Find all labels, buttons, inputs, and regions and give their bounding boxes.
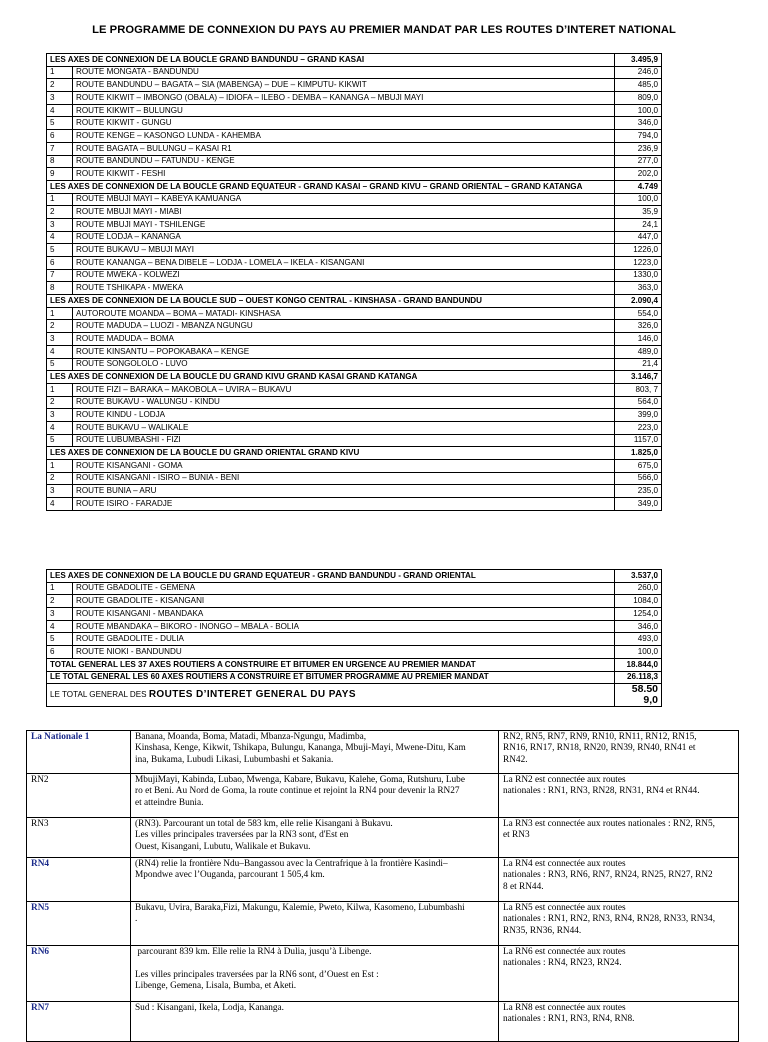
table-row bbox=[47, 345, 662, 358]
route-length: 277,0 bbox=[615, 155, 662, 168]
section-header-row bbox=[47, 295, 662, 308]
road-name: RN2 bbox=[27, 774, 131, 818]
route-length: 675,0 bbox=[615, 460, 662, 473]
route-length: 326,0 bbox=[615, 320, 662, 333]
route-length: 100,0 bbox=[615, 646, 662, 659]
grand-total-prefix: LE TOTAL GENERAL DES bbox=[50, 690, 149, 700]
route-name: ROUTE NIOKI - BANDUNDU bbox=[73, 646, 615, 659]
route-name: ROUTE KINDU - LODJA bbox=[73, 409, 615, 422]
route-length: 1254,0 bbox=[615, 608, 662, 621]
table-row bbox=[47, 282, 662, 295]
section-total: 2.090,4 bbox=[615, 295, 662, 308]
table-row bbox=[47, 307, 662, 320]
road-description-text: Banana, Moanda, Boma, Matadi, Mbanza-Ngungu, Madimba, Kinshasa, Kenge, Kikwit, Tshikapa, Bulungu, Kananga, Mbuji-Mayi, Mwene-Ditu, Kam ina, Bukama, Lubudi Likasi, Lubumbashi et Sakania. bbox=[135, 732, 466, 765]
row-number: 1 bbox=[47, 307, 73, 320]
route-length: 346,0 bbox=[615, 117, 662, 130]
table-row bbox=[47, 333, 662, 346]
total-row bbox=[47, 658, 662, 671]
table-row bbox=[47, 485, 662, 498]
row-number: 1 bbox=[47, 383, 73, 396]
route-name: ROUTE KINSANTU – POPOKABAKA – KENGE bbox=[73, 345, 615, 358]
total-label: TOTAL GENERAL LES 37 AXES ROUTIERS A CONSTRUIRE ET BITUMER EN URGENCE AU PREMIER MANDAT bbox=[47, 658, 615, 671]
national-road-row bbox=[27, 857, 739, 901]
table-row bbox=[47, 620, 662, 633]
national-roads-table bbox=[26, 730, 739, 1042]
row-number: 5 bbox=[47, 117, 73, 130]
route-length: 399,0 bbox=[615, 409, 662, 422]
route-name: AUTOROUTE MOANDA – BOMA – MATADI- KINSHASA bbox=[73, 307, 615, 320]
national-road-row bbox=[27, 818, 739, 858]
table-row bbox=[47, 383, 662, 396]
road-connections-text: La RN6 est connectée aux routes nationales : RN4, RN23, RN24. bbox=[503, 946, 626, 969]
route-length: 35,9 bbox=[615, 206, 662, 219]
row-number: 6 bbox=[47, 257, 73, 270]
row-number: 1 bbox=[47, 193, 73, 206]
route-length: 566,0 bbox=[615, 472, 662, 485]
route-length: 803, 7 bbox=[615, 383, 662, 396]
route-length: 554,0 bbox=[615, 307, 662, 320]
route-name: ROUTE MBUJI MAYI - MIABI bbox=[73, 206, 615, 219]
route-name: ROUTE ISIRO - FARADJE bbox=[73, 498, 615, 511]
section-header: LES AXES DE CONNEXION DE LA BOUCLE DU GRAND ORIENTAL GRAND KIVU bbox=[47, 447, 615, 460]
table-row bbox=[47, 460, 662, 473]
total-value: 26.118,3 bbox=[615, 671, 662, 684]
route-length: 447,0 bbox=[615, 231, 662, 244]
table-row bbox=[47, 155, 662, 168]
total-label: LE TOTAL GENERAL LES 60 AXES ROUTIERS A CONSTRUIRE ET BITUMER PROGRAMME AU PREMIER MANDAT bbox=[47, 671, 615, 684]
route-name: ROUTE GBADOLITE - GEMENA bbox=[73, 582, 615, 595]
route-length: 100,0 bbox=[615, 104, 662, 117]
row-number: 3 bbox=[47, 92, 73, 105]
table-row bbox=[47, 231, 662, 244]
route-name: ROUTE BUNIA – ARU bbox=[73, 485, 615, 498]
section-header-row bbox=[47, 180, 662, 193]
route-name: ROUTE MADUDA – LUOZI - MBANZA NGUNGU bbox=[73, 320, 615, 333]
road-description-text: (RN3). Parcourant un total de 583 km, elle relie Kisangani à Bukavu. Les villes principales traversées par la RN3 sont, d'Est en Ouest, Kisangani, Lubutu, Walikale et Bukavu. bbox=[135, 819, 393, 852]
axes-table-2 bbox=[46, 569, 662, 707]
table-row bbox=[47, 168, 662, 181]
route-name: ROUTE LODJA – KANANGA bbox=[73, 231, 615, 244]
road-name: RN6 bbox=[27, 945, 131, 1001]
total-value: 18.844,0 bbox=[615, 658, 662, 671]
national-road-row bbox=[27, 731, 739, 774]
row-number: 3 bbox=[47, 409, 73, 422]
table-row bbox=[47, 608, 662, 621]
road-connections-text: La RN3 est connectée aux routes nationales : RN2, RN5, et RN3 bbox=[503, 819, 715, 841]
grand-total-value-line1: 58.50 bbox=[631, 683, 659, 696]
row-number: 7 bbox=[47, 142, 73, 155]
table-row bbox=[47, 130, 662, 143]
route-name: ROUTE KIKWIT – IMBONGO (OBALA) – IDIOFA – ILEBO - DEMBA – KANANGA – MBUJI MAYI bbox=[73, 92, 615, 105]
road-name: RN4 bbox=[27, 857, 131, 901]
route-name: ROUTE BAGATA – BULUNGU – KASAI R1 bbox=[73, 142, 615, 155]
table-row bbox=[47, 244, 662, 257]
route-name: ROUTE FIZI – BARAKA – MAKOBOLA – UVIRA – BUKAVU bbox=[73, 383, 615, 396]
road-description bbox=[131, 731, 499, 774]
section-total: 1.825,0 bbox=[615, 447, 662, 460]
route-length: 1084,0 bbox=[615, 595, 662, 608]
row-number: 1 bbox=[47, 460, 73, 473]
national-road-row bbox=[27, 774, 739, 818]
route-length: 235,0 bbox=[615, 485, 662, 498]
row-number: 3 bbox=[47, 485, 73, 498]
section-header-row bbox=[47, 447, 662, 460]
table-row bbox=[47, 320, 662, 333]
row-number: 2 bbox=[47, 472, 73, 485]
table-row bbox=[47, 206, 662, 219]
table-row bbox=[47, 396, 662, 409]
row-number: 3 bbox=[47, 333, 73, 346]
route-name: ROUTE MBANDAKA – BIKORO - INONGO – MBALA - BOLIA bbox=[73, 620, 615, 633]
route-length: 24,1 bbox=[615, 218, 662, 231]
road-connections bbox=[499, 857, 739, 901]
table-row bbox=[47, 472, 662, 485]
route-length: 202,0 bbox=[615, 168, 662, 181]
row-number: 5 bbox=[47, 434, 73, 447]
route-name: ROUTE BUKAVU – MBUJI MAYI bbox=[73, 244, 615, 257]
row-number: 2 bbox=[47, 595, 73, 608]
road-connections bbox=[499, 945, 739, 1001]
route-name: ROUTE LUBUMBASHI - FIZI bbox=[73, 434, 615, 447]
route-name: ROUTE KIKWIT - GUNGU bbox=[73, 117, 615, 130]
route-length: 1226,0 bbox=[615, 244, 662, 257]
road-connections bbox=[499, 731, 739, 774]
road-description bbox=[131, 901, 499, 945]
road-description-text: Sud : Kisangani, Ikela, Lodja, Kananga. bbox=[135, 1002, 284, 1013]
road-description bbox=[131, 857, 499, 901]
section-total: 3.495,9 bbox=[615, 54, 662, 67]
road-name: RN3 bbox=[27, 818, 131, 858]
table-row bbox=[47, 79, 662, 92]
road-connections-text: La RN5 est connectée aux routes nationales : RN1, RN2, RN3, RN4, RN28, RN33, RN34, RN35, RN36, RN44. bbox=[503, 902, 716, 936]
table-row bbox=[47, 421, 662, 434]
table-row bbox=[47, 646, 662, 659]
row-number: 2 bbox=[47, 79, 73, 92]
route-name: ROUTE BANDUNDU – FATUNDU - KENGE bbox=[73, 155, 615, 168]
road-connections bbox=[499, 1001, 739, 1041]
route-name: ROUTE MONGATA - BANDUNDU bbox=[73, 66, 615, 79]
row-number: 6 bbox=[47, 646, 73, 659]
row-number: 2 bbox=[47, 320, 73, 333]
road-connections-text: RN2, RN5, RN7, RN9, RN10, RN11, RN12, RN15, RN16, RN17, RN18, RN20, RN39, RN40, RN41 et RN42. bbox=[503, 732, 697, 765]
road-description bbox=[131, 774, 499, 818]
road-connections bbox=[499, 774, 739, 818]
row-number: 5 bbox=[47, 244, 73, 257]
table-row bbox=[47, 434, 662, 447]
road-connections bbox=[499, 901, 739, 945]
table-row bbox=[47, 117, 662, 130]
route-length: 1223,0 bbox=[615, 257, 662, 270]
national-road-row bbox=[27, 901, 739, 945]
table-row bbox=[47, 595, 662, 608]
table-row bbox=[47, 92, 662, 105]
grand-total-row bbox=[47, 684, 662, 707]
route-length: 100,0 bbox=[615, 193, 662, 206]
route-length: 21,4 bbox=[615, 358, 662, 371]
route-name: ROUTE BUKAVU – WALIKALE bbox=[73, 421, 615, 434]
table-row bbox=[47, 498, 662, 511]
road-description-text: Bukavu, Uvira, Baraka,Fizi, Makungu, Kalemie, Pweto, Kilwa, Kasomeno, Lubumbashi . bbox=[135, 902, 465, 925]
table-row bbox=[47, 104, 662, 117]
route-length: 485,0 bbox=[615, 79, 662, 92]
route-name: ROUTE GBADOLITE - DULIA bbox=[73, 633, 615, 646]
table-row bbox=[47, 193, 662, 206]
section-header: LES AXES DE CONNEXION DE LA BOUCLE SUD – OUEST KONGO CENTRAL - KINSHASA - GRAND BANDUNDU bbox=[47, 295, 615, 308]
row-number: 9 bbox=[47, 168, 73, 181]
section-header: LES AXES DE CONNEXION DE LA BOUCLE DU GRAND KIVU GRAND KASAI GRAND KATANGA bbox=[47, 371, 615, 384]
row-number: 8 bbox=[47, 155, 73, 168]
section-header: LES AXES DE CONNEXION DE LA BOUCLE DU GRAND EQUATEUR - GRAND BANDUNDU - GRAND ORIENTAL bbox=[47, 570, 615, 583]
row-number: 6 bbox=[47, 130, 73, 143]
route-length: 246,0 bbox=[615, 66, 662, 79]
row-number: 4 bbox=[47, 345, 73, 358]
row-number: 2 bbox=[47, 396, 73, 409]
grand-total-emphasis: ROUTES D’INTERET GENERAL DU PAYS bbox=[148, 689, 356, 701]
section-header-row bbox=[47, 570, 662, 583]
route-length: 489,0 bbox=[615, 345, 662, 358]
route-name: ROUTE TSHIKAPA - MWEKA bbox=[73, 282, 615, 295]
route-length: 1330,0 bbox=[615, 269, 662, 282]
road-connections-text: La RN8 est connectée aux routes nationales : RN1, RN3, RN4, RN8. bbox=[503, 1002, 635, 1025]
section-header-row bbox=[47, 54, 662, 67]
grand-total-value bbox=[615, 684, 662, 707]
table-row bbox=[47, 409, 662, 422]
row-number: 4 bbox=[47, 231, 73, 244]
route-name: ROUTE MADUDA – BOMA bbox=[73, 333, 615, 346]
table-row bbox=[47, 582, 662, 595]
row-number: 3 bbox=[47, 608, 73, 621]
route-length: 363,0 bbox=[615, 282, 662, 295]
row-number: 4 bbox=[47, 498, 73, 511]
table-row bbox=[47, 66, 662, 79]
route-length: 260,0 bbox=[615, 582, 662, 595]
table-row bbox=[47, 633, 662, 646]
section-header: LES AXES DE CONNEXION DE LA BOUCLE GRAND EQUATEUR - GRAND KASAI – GRAND KIVU – GRAND ORIENTAL – GRAND KATANGA bbox=[47, 180, 615, 193]
route-length: 236,9 bbox=[615, 142, 662, 155]
road-description-text: MbujiMayi, Kabinda, Lubao, Mwenga, Kabare, Bukavu, Kalehe, Goma, Rutshuru, Lube ro et Beni. Au Nord de Goma, la route continue et rejoint la RN4 pour devenir la RN27 et atteindre Bunia. bbox=[135, 775, 465, 808]
road-name: La Nationale 1 bbox=[27, 731, 131, 774]
route-length: 564,0 bbox=[615, 396, 662, 409]
row-number: 8 bbox=[47, 282, 73, 295]
route-name: ROUTE SONGOLOLO - LUVO bbox=[73, 358, 615, 371]
road-connections-text: La RN2 est connectée aux routes nationales : RN1, RN3, RN28, RN31, RN4 et RN44. bbox=[503, 775, 700, 797]
table-row bbox=[47, 269, 662, 282]
table-row bbox=[47, 257, 662, 270]
route-name: ROUTE KANANGA – BENA DIBELE – LODJA - LOMELA – IKELA - KISANGANI bbox=[73, 257, 615, 270]
route-name: ROUTE KISANGANI - ISIRO – BUNIA - BENI bbox=[73, 472, 615, 485]
road-description bbox=[131, 1001, 499, 1041]
route-name: ROUTE KIKWIT – BULUNGU bbox=[73, 104, 615, 117]
route-name: ROUTE MBUJI MAYI – KABEYA KAMUANGA bbox=[73, 193, 615, 206]
national-road-row bbox=[27, 945, 739, 1001]
table-row bbox=[47, 218, 662, 231]
section-header-row bbox=[47, 371, 662, 384]
route-name: ROUTE BANDUNDU – BAGATA – SIA (MABENGA) – DUE – KIMPUTU- KIKWIT bbox=[73, 79, 615, 92]
road-description-text: parcourant 839 km. Elle relie la RN4 à Dulia, jusqu’à Libenge. Les villes principales traversées par la RN6 sont, d’Ouest en Est : Libenge, Gemena, Lisala, Bumba, et Aketi. bbox=[135, 946, 379, 991]
row-number: 4 bbox=[47, 104, 73, 117]
row-number: 3 bbox=[47, 218, 73, 231]
route-name: ROUTE BUKAVU - WALUNGU - KINDU bbox=[73, 396, 615, 409]
row-number: 1 bbox=[47, 582, 73, 595]
route-length: 1157,0 bbox=[615, 434, 662, 447]
section-total: 4.749 bbox=[615, 180, 662, 193]
section-total: 3.537,0 bbox=[615, 570, 662, 583]
route-length: 493,0 bbox=[615, 633, 662, 646]
route-name: ROUTE KENGE – KASONGO LUNDA - KAHEMBA bbox=[73, 130, 615, 143]
row-number: 4 bbox=[47, 421, 73, 434]
page-title: LE PROGRAMME DE CONNEXION DU PAYS AU PREMIER MANDAT PAR LES ROUTES D’INTERET NATIONAL bbox=[92, 24, 676, 36]
row-number: 4 bbox=[47, 620, 73, 633]
road-name: RN5 bbox=[27, 901, 131, 945]
row-number: 2 bbox=[47, 206, 73, 219]
route-length: 146,0 bbox=[615, 333, 662, 346]
row-number: 7 bbox=[47, 269, 73, 282]
route-name: ROUTE MBUJI MAYI - TSHILENGE bbox=[73, 218, 615, 231]
route-length: 794,0 bbox=[615, 130, 662, 143]
road-description bbox=[131, 818, 499, 858]
road-connections-text: La RN4 est connectée aux routes nationales : RN3, RN6, RN7, RN24, RN25, RN27, RN2 8 et RN44. bbox=[503, 858, 713, 892]
section-total: 3.146,7 bbox=[615, 371, 662, 384]
route-length: 809,0 bbox=[615, 92, 662, 105]
axes-table-1 bbox=[46, 53, 662, 511]
road-description-text: (RN4) relie la frontière Ndu–Bangassou avec la Centrafrique à la frontière Kasindi– Mpondwe avec l’Ouganda, parcourant 1 505,4 km. bbox=[135, 858, 448, 881]
route-name: ROUTE GBADOLITE - KISANGANI bbox=[73, 595, 615, 608]
row-number: 5 bbox=[47, 358, 73, 371]
route-name: ROUTE KIKWIT - FESHI bbox=[73, 168, 615, 181]
national-road-row bbox=[27, 1001, 739, 1041]
route-name: ROUTE KISANGANI - GOMA bbox=[73, 460, 615, 473]
grand-total-label bbox=[47, 684, 615, 707]
row-number: 1 bbox=[47, 66, 73, 79]
table-row bbox=[47, 142, 662, 155]
road-connections bbox=[499, 818, 739, 858]
route-length: 349,0 bbox=[615, 498, 662, 511]
route-name: ROUTE KISANGANI - MBANDAKA bbox=[73, 608, 615, 621]
section-header: LES AXES DE CONNEXION DE LA BOUCLE GRAND BANDUNDU – GRAND KASAI bbox=[47, 54, 615, 67]
row-number: 5 bbox=[47, 633, 73, 646]
road-name: RN7 bbox=[27, 1001, 131, 1041]
route-length: 223,0 bbox=[615, 421, 662, 434]
total-row bbox=[47, 671, 662, 684]
route-name: ROUTE MWEKA - KOLWEZI bbox=[73, 269, 615, 282]
route-length: 346,0 bbox=[615, 620, 662, 633]
road-description bbox=[131, 945, 499, 1001]
grand-total-value-line2: 9,0 bbox=[643, 694, 659, 707]
table-row bbox=[47, 358, 662, 371]
